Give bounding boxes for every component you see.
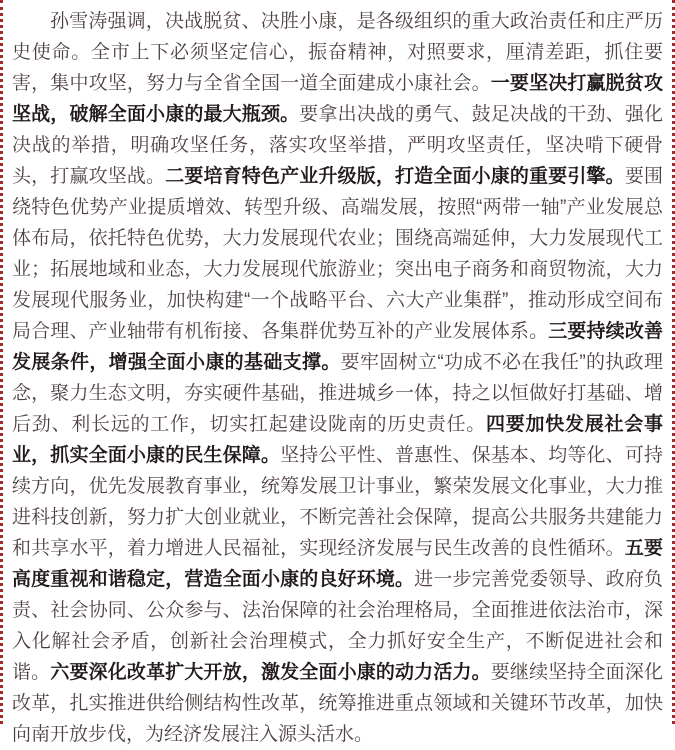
article-paragraph [12,6,663,750]
text-segment: 坚持公平性、普惠性、保基本、均等化、可持续方向，优先发展教育事业，统筹发展卫计事业，繁荣发展文化事业，大力推进科技创新，努力扩大创业就业，不断完善社会保障，提高公共服务共建能力和共享水平，着力增进人民福祉，实现经济发展与民生改善的良性循环。 [12,445,663,559]
text-segment: 孙雪涛强调，决战脱贫、决胜小康，是各级组织的重大政治责任和庄严历史使命。全市上下必须坚定信心，振奋精神，对照要求，厘清差距，抓住要害，集中攻坚，努力与全省全国一道全面建成小康社会。 [12,11,663,94]
emphasis-segment: 三要持续改善发展条件，增强全面小康的基础支撑。 [12,321,663,373]
emphasis-segment: 六要深化改革扩大开放，激发全面小康的动力活力。 [50,662,491,683]
emphasis-segment: 二要培育特色产业升级版，打造全面小康的重要引擎。 [165,166,625,187]
emphasis-segment: 四要加快发展社会事业，抓实全面小康的民生保障。 [12,414,663,466]
text-segment: 要牢固树立“功成不必在我任”的执政理念，聚力生态文明，夯实硬件基础，推进城乡一体，持之以恒做好打基础、增后劲、利长远的工作，切实扛起建设陇南的历史责任。 [12,352,663,435]
text-segment: 要继续坚持全面深化改革，扎实推进供给侧结构性改革，统筹推进重点领域和关键环节改革，加快向南开放步伐，为经济发展注入源头活水。 [12,662,663,745]
text-segment: 要围绕特色优势产业提质增效、转型升级、高端发展，按照“两带一轴”产业发展总体布局，依托特色优势，大力发展现代农业；围绕高端延伸，大力发展现代工业；拓展地域和业态，大力发展现代旅游业；突出电子商务和商贸物流，大力发展现代服务业，加快构建“一个战略平台、六大产业集群”，推动形成空间布局合理、产业轴带有机衔接、各集群优势互补的产业发展体系。 [12,166,663,342]
emphasis-segment: 一要坚决打赢脱贫攻坚战，破解全面小康的最大瓶颈。 [12,73,663,125]
text-segment: 要拿出决战的勇气、鼓足决战的干劲、强化决战的举措，明确攻坚任务，落实攻坚举措，严明攻坚责任，坚决啃下硬骨头，打赢攻坚战。 [12,104,663,187]
emphasis-segment: 五要高度重视和谐稳定，营造全面小康的良好环境。 [12,538,663,590]
text-segment: 进一步完善党委领导、政府负责、社会协同、公众参与、法治保障的社会治理格局，全面推进依法治市，深入化解社会矛盾，创新社会治理模式，全力抓好安全生产，不断促进社会和谐。 [12,569,663,683]
